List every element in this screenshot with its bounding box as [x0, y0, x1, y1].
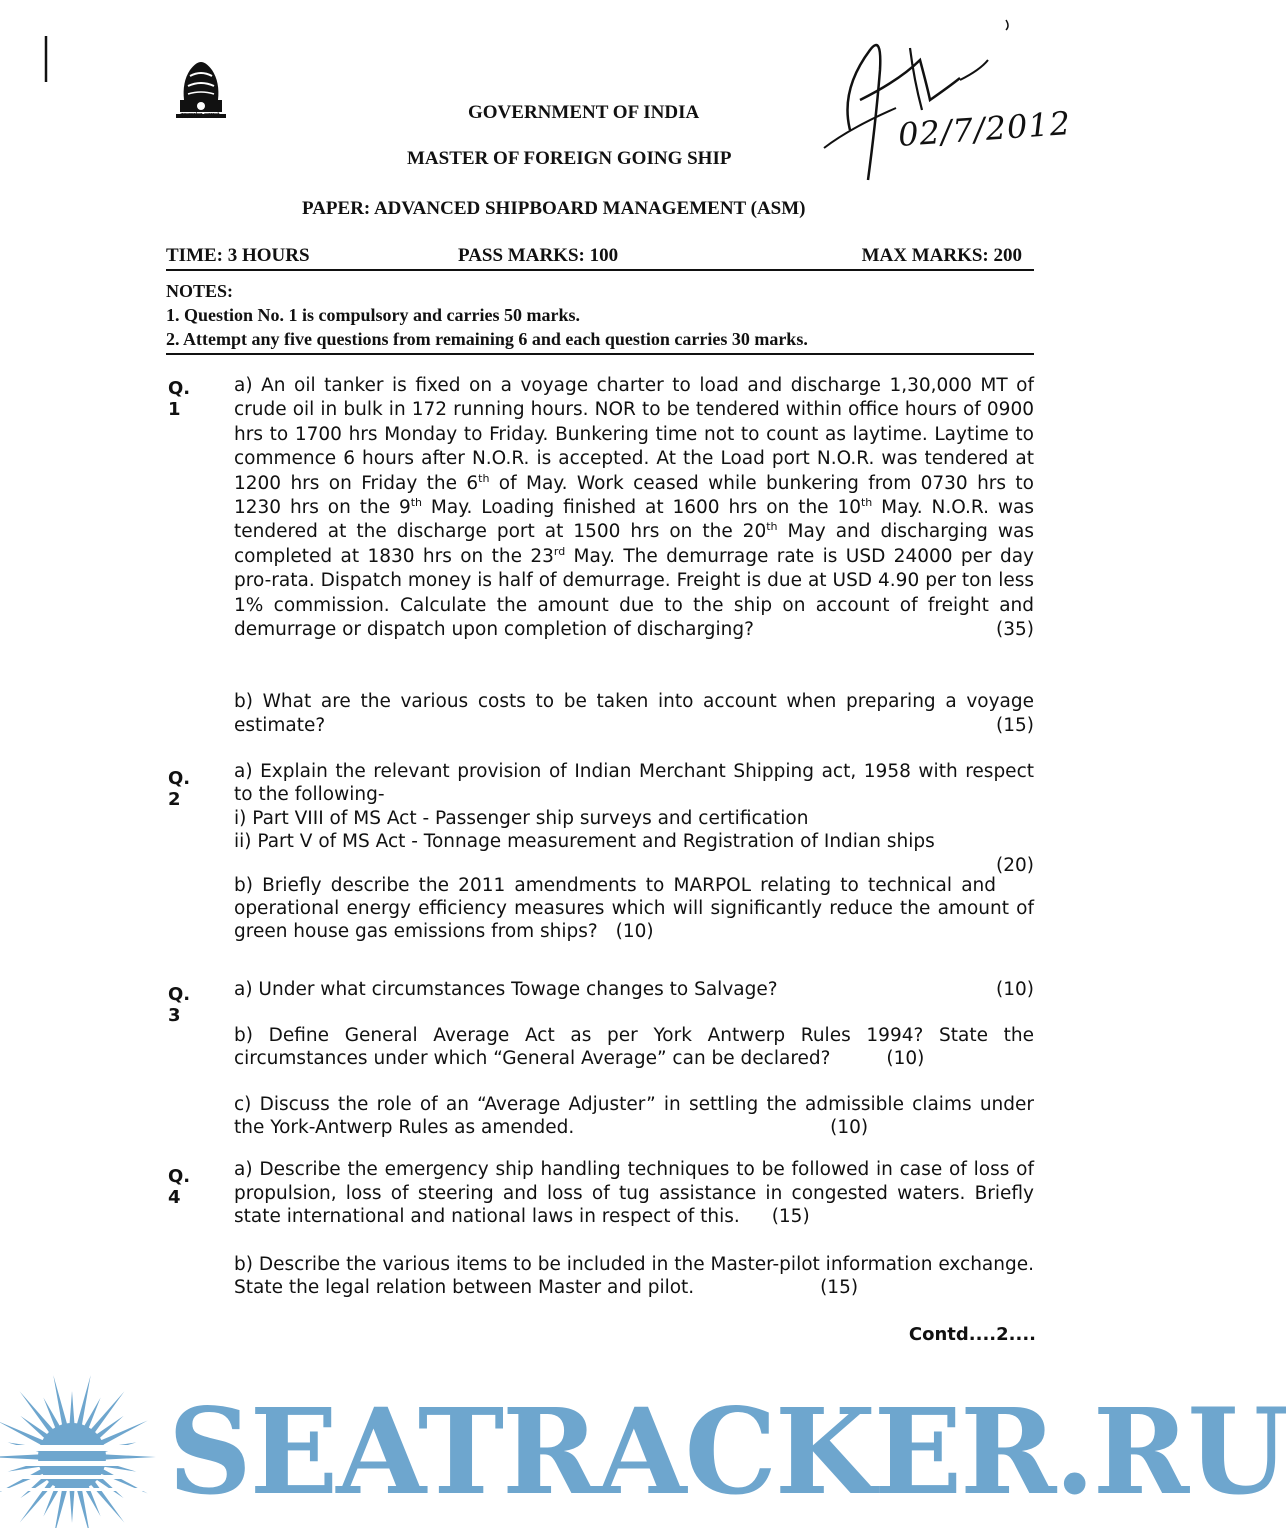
part-text: a) Describe the emergency ship handling techniques to be followed in case of loss of propulsion, loss of steering and loss of tug assistance in congested waters. Briefly state international and national laws in respect of this. — [234, 1159, 1034, 1228]
pass-marks: PASS MARKS: 100 — [458, 245, 619, 266]
part-marks: (10) — [615, 921, 654, 943]
part-text: a) Under what circumstances Towage changes to Salvage? — [234, 979, 778, 1000]
sun-ray — [0, 1421, 46, 1447]
sun-ray — [69, 1391, 74, 1427]
scan-mark — [44, 36, 48, 82]
question-number: Q. 1 — [168, 378, 191, 420]
part-marks: (10) — [830, 1117, 869, 1139]
part-text: b) What are the various costs to be taken into account when preparing a voyage estimate? — [234, 691, 1034, 737]
continued-label: Contd....2.... — [908, 1324, 1036, 1345]
part-marks: (35) — [996, 619, 1034, 641]
question-number: Q. 4 — [168, 1166, 191, 1208]
notes-title: NOTES: — [166, 281, 234, 301]
government-title: GOVERNMENT OF INDIA — [468, 102, 700, 123]
question-part — [234, 1093, 1034, 1140]
exam-info-line — [166, 243, 1034, 271]
part-marks: (10) — [996, 979, 1034, 1000]
part-text: a) Explain the relevant provision of Indian Merchant Shipping act, 1958 with respect to the following- — [234, 761, 1034, 806]
question-part — [234, 874, 1034, 944]
part-marks: (10) — [886, 1048, 925, 1070]
paper-title: PAPER: ADVANCED SHIPBOARD MANAGEMENT (ASM) — [302, 198, 806, 219]
question-part — [234, 807, 1034, 830]
part-marks: (15) — [771, 1206, 810, 1228]
sun-ray — [102, 1454, 156, 1459]
part-text: b) Describe the various items to be included in the Master-pilot information exchange. State the legal relation between Master and pilot. — [234, 1253, 1034, 1299]
max-marks: MAX MARKS: 200 — [861, 245, 1022, 266]
sun-ray — [0, 1454, 42, 1459]
question-part — [234, 374, 1034, 666]
watermark-text: SEATRACKER.RU — [168, 1382, 1286, 1522]
question-number: Q. 2 — [168, 768, 191, 810]
question-part — [234, 1253, 1034, 1300]
notes-section — [166, 279, 1034, 355]
signature-date: 02/7/2012 — [896, 104, 1073, 154]
question-part — [234, 978, 1034, 1002]
question-part — [234, 1158, 1034, 1229]
part-marks: (15) — [996, 715, 1034, 737]
question-number: Q. 3 — [168, 984, 191, 1026]
emblem-caption: सत्यमेव जयते — [180, 111, 220, 120]
part-marks: (20) — [996, 854, 1034, 876]
part-text: b) Briefly describe the 2011 amendments to MARPOL relating to technical and operational energy efficiency measures which will significantly reduce the amount of green house gas emissions from ships? — [234, 874, 1034, 943]
exam-time: TIME: 3 HOURS — [166, 245, 310, 266]
question-part — [234, 690, 1034, 739]
part-text: a) An oil tanker is fixed on a voyage charter to load and discharge 1,30,000 MT of crude oil in bulk in 172 running hours. NOR to be tendered within office hours of 0900 hrs to 1700 hrs Monday to Friday. Bunkering time not to count as laytime. Laytime to commence 6 hours after N.O.R. is accepted. At the Load port N.O.R. was tendered at 1200 hrs on Friday the 6th of May. Work ceased while bunkering from 0730 hrs to 1230 hrs on the 9th May. Loading finished at 1600 hrs on the 10th May. N.O.R. was tendered at the discharge port at 1500 hrs on the 20th May and discharging was completed at 1830 hrs on the 23rd May. The demurrage rate is USD 24000 per day pro-rata. Dispatch money is half of demurrage. Freight is due at USD 4.90 per ton less 1% commission. Calculate the amount due to the ship on account of freight and demurrage or dispatch upon completion of discharging? — [234, 375, 1034, 641]
question-part — [234, 830, 1034, 876]
part-text: b) Define General Average Act as per York Antwerp Rules 1994? State the circumstances under which “General Average” can be declared? — [234, 1024, 1034, 1070]
sun-ray — [98, 1421, 148, 1447]
part-marks: (15) — [820, 1277, 859, 1299]
note-item: 2. Attempt any five questions from remaining 6 and each question carries 30 marks. — [166, 329, 808, 349]
sun-disc — [38, 1423, 106, 1491]
note-item: 1. Question No. 1 is compulsory and carries 50 marks. — [166, 305, 580, 325]
question-part — [234, 1024, 1034, 1071]
part-text: ii) Part V of MS Act - Tonnage measurement and Registration of Indian ships — [234, 831, 935, 853]
sun-ray — [69, 1487, 74, 1523]
course-title: MASTER OF FOREIGN GOING SHIP — [407, 148, 732, 169]
part-text: c) Discuss the role of an “Average Adjuster” in settling the admissible claims under the York-Antwerp Rules as amended. — [234, 1093, 1034, 1139]
part-text: i) Part VIII of MS Act - Passenger ship surveys and certification — [234, 807, 809, 829]
question-part — [234, 760, 1034, 807]
